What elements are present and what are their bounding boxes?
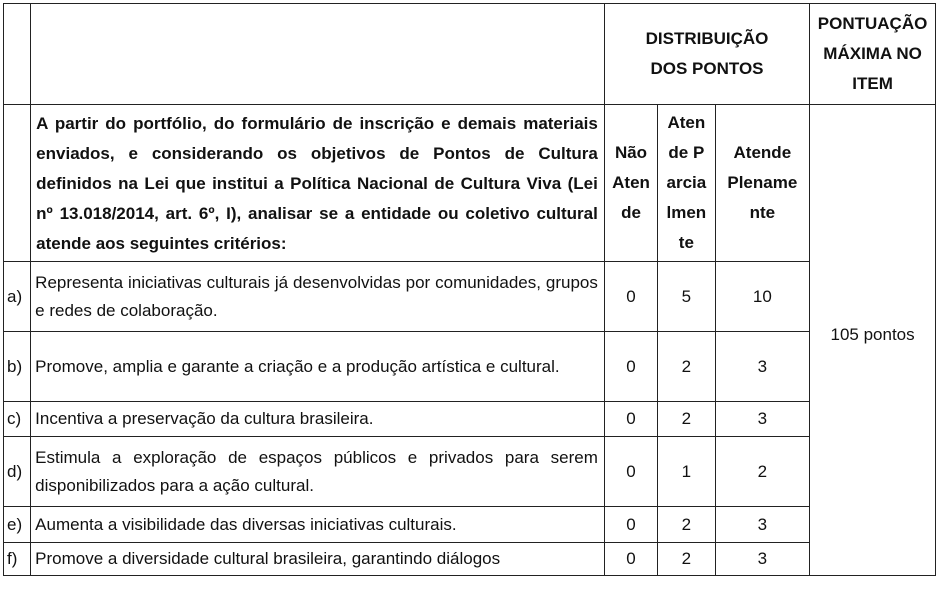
row-text: Aumenta a visibilidade das diversas iniciativas culturais. [31, 507, 605, 543]
score-parcial: 1 [658, 437, 715, 507]
max-points-value: 105 pontos [830, 325, 915, 344]
col-atende-plenamente-label: Atende Plenamente [727, 143, 798, 222]
col-atende-parcialmente-label: Atende Parcialmente [666, 113, 707, 252]
row-text: Promove, amplia e garante a criação e a produção artística e cultural. [31, 332, 605, 402]
score-parcial: 2 [658, 507, 715, 543]
row-label: d) [4, 437, 31, 507]
row-label: a) [4, 262, 31, 332]
col-atende-plenamente [715, 105, 810, 262]
empty-header-cell [31, 4, 605, 105]
intro-text: A partir do portfólio, do formulário de inscrição e demais materiais enviados, e considerando os objetivos de Pontos de Cultura definidos na Lei que institui a Política Nacional de Cultura Viva (Lei nº 13.018/2014, art. 6º, I), analisar se a entidade ou coletivo cultural atende aos seguintes critérios: [31, 105, 605, 262]
score-nao: 0 [604, 437, 657, 507]
score-nao: 0 [604, 332, 657, 402]
row-label: c) [4, 402, 31, 437]
row-label: f) [4, 543, 31, 576]
empty-label-cell [4, 105, 31, 262]
criteria-table [3, 3, 936, 576]
score-plena: 3 [715, 507, 810, 543]
table-row [4, 543, 936, 576]
score-plena: 10 [715, 262, 810, 332]
score-nao: 0 [604, 543, 657, 576]
score-nao: 0 [604, 402, 657, 437]
table-row [4, 437, 936, 507]
max-points-cell [810, 105, 936, 576]
score-plena: 3 [715, 543, 810, 576]
score-parcial: 5 [658, 262, 715, 332]
col-nao-atende-label: Não Atende [612, 143, 650, 222]
score-parcial: 2 [658, 402, 715, 437]
intro-row [4, 105, 936, 262]
table-row [4, 332, 936, 402]
header-row [4, 4, 936, 105]
score-nao: 0 [604, 262, 657, 332]
table-row [4, 402, 936, 437]
row-text: Incentiva a preservação da cultura brasileira. [31, 402, 605, 437]
row-text: Representa iniciativas culturais já desenvolvidas por comunidades, grupos e redes de colaboração. [31, 262, 605, 332]
col-atende-parcialmente [658, 105, 715, 262]
row-text: Estimula a exploração de espaços públicos e privados para serem disponibilizados para a ação cultural. [31, 437, 605, 507]
score-nao: 0 [604, 507, 657, 543]
empty-header-cell [4, 4, 31, 105]
distribution-header [604, 4, 809, 105]
score-plena: 3 [715, 332, 810, 402]
row-text: Promove a diversidade cultural brasileira, garantindo diálogos [31, 543, 605, 576]
row-label: b) [4, 332, 31, 402]
distribution-title: DISTRIBUIÇÃO DOS PONTOS [645, 29, 769, 78]
col-nao-atende [604, 105, 657, 262]
score-parcial: 2 [658, 543, 715, 576]
score-parcial: 2 [658, 332, 715, 402]
score-plena: 3 [715, 402, 810, 437]
row-label: e) [4, 507, 31, 543]
table-row [4, 507, 936, 543]
table-row [4, 262, 936, 332]
max-points-header [810, 4, 936, 105]
max-points-title: PONTUAÇÃO MÁXIMA NO ITEM [817, 14, 928, 93]
score-plena: 2 [715, 437, 810, 507]
